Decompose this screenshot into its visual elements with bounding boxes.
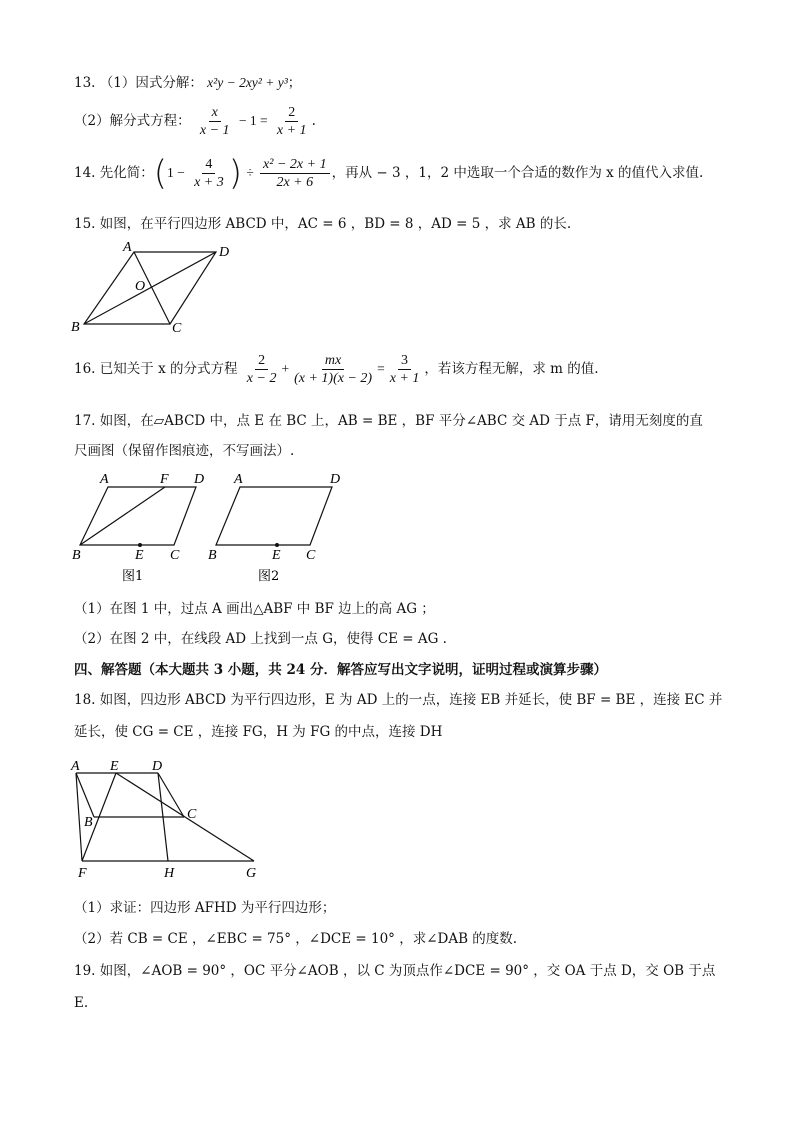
- fig2-caption: 图2: [258, 569, 280, 584]
- question-label: 先化简：: [99, 165, 154, 181]
- diagonal-bd: [84, 252, 216, 324]
- q15-figure: [66, 238, 246, 338]
- punct: .: [311, 113, 316, 129]
- q13-part2: [74, 104, 316, 139]
- numerator: x² − 2x + 1: [260, 156, 330, 174]
- label-b: B: [84, 815, 93, 830]
- label-e: E: [110, 759, 119, 774]
- numerator: 2: [285, 104, 298, 122]
- q18-part1: （1）求证：四边形 AFHD 为平行四边形；: [74, 900, 336, 916]
- q17-part1: （1）在图 1 中，过点 A 画出△ABF 中 BF 边上的高 AG ；: [74, 601, 435, 617]
- fig2-parallelogram: [216, 487, 332, 545]
- fraction: [191, 156, 227, 191]
- denominator: x − 2: [246, 371, 277, 386]
- denominator: x + 3: [194, 175, 224, 190]
- fig1-caption: 图1: [122, 569, 144, 584]
- label-b: B: [71, 320, 80, 335]
- denominator: 2x + 6: [276, 175, 314, 190]
- q19-line2: E.: [74, 995, 89, 1011]
- fraction: [197, 104, 233, 139]
- fig2-label-b: B: [208, 548, 217, 563]
- q17-line2: 尺画图（保留作图痕迹，不写画法）.: [74, 443, 295, 459]
- question-number: 13.: [74, 75, 96, 91]
- label-d: D: [219, 245, 230, 260]
- q18-part2: （2）若 CB = CE ，∠EBC = 75° ，∠DCE = 10° ，求∠DAB 的度数.: [74, 931, 518, 947]
- part-label: （1）因式分解：: [99, 75, 203, 91]
- fraction: [260, 156, 330, 191]
- math-expression: x²y − 2xy² + y³: [207, 75, 288, 90]
- fraction: [274, 104, 310, 139]
- fig2-label-a: A: [234, 472, 243, 487]
- question-number: 14.: [74, 165, 96, 181]
- label-c: C: [187, 807, 197, 822]
- denominator: x − 1: [199, 123, 230, 138]
- fig2-label-d: D: [330, 472, 341, 487]
- question-text: ，再从 − 3 ，1，2 中选取一个合适的数作为 x 的值代入求值.: [331, 165, 704, 181]
- fig2-label-e: E: [272, 548, 281, 563]
- q18-line1: 18. 如图，四边形 ABCD 为平行四边形，E 为 AD 上的一点，连接 EB 并延长，使 BF = BE ，连接 EC 并: [74, 692, 723, 708]
- q19-line1: 19. 如图，∠AOB = 90° ，OC 平分∠AOB ，以 C 为顶点作∠DCE = 90° ，交 OA 于点 D，交 OB 于点: [74, 963, 716, 979]
- punct: ；: [287, 75, 302, 91]
- q17-figures: [66, 468, 366, 586]
- fig1-label-b: B: [72, 548, 81, 563]
- numerator: 4: [202, 156, 215, 174]
- fraction: [387, 352, 423, 387]
- question-label: 已知关于 x 的分式方程: [99, 361, 238, 377]
- left-paren: (: [153, 153, 168, 194]
- fig1-segment-bf: [80, 487, 165, 545]
- denominator: (x + 1)(x − 2): [294, 371, 373, 386]
- label-a: A: [71, 759, 80, 774]
- label-a: A: [123, 240, 132, 255]
- fraction: [244, 352, 280, 387]
- numerator: 3: [398, 352, 411, 370]
- part-label: （2）解分式方程：: [74, 113, 191, 129]
- section-heading: 四、解答题（本大题共 3 小题，共 24 分．解答应写出文字说明，证明过程或演算步骤）: [74, 662, 607, 678]
- fig2-point-e: [275, 543, 279, 547]
- label-g: G: [246, 866, 257, 881]
- fig1-parallelogram: [80, 487, 196, 545]
- fig1-label-c: C: [170, 548, 180, 563]
- label-f: F: [78, 866, 87, 881]
- q18-line2: 延长，使 CG = CE ，连接 FG，H 为 FG 的中点，连接 DH: [74, 724, 443, 740]
- fig1-label-a: A: [100, 472, 109, 487]
- operator: +: [281, 361, 290, 376]
- q14: [74, 153, 704, 194]
- q16: [74, 352, 599, 387]
- label-o: O: [135, 279, 146, 294]
- math-text: 1 −: [167, 165, 185, 180]
- fig1-point-e: [138, 543, 142, 547]
- right-paren: ): [228, 153, 243, 194]
- label-d: D: [152, 759, 163, 774]
- question-number: 16.: [74, 361, 96, 377]
- fig2-label-c: C: [306, 548, 316, 563]
- denominator: x + 1: [389, 371, 420, 386]
- numerator: x: [209, 104, 221, 122]
- numerator: 2: [255, 352, 268, 370]
- q15-text: 15. 如图，在平行四边形 ABCD 中，AC = 6 ，BD = 8 ，AD = 5 ，求 AB 的长.: [74, 216, 572, 232]
- operator: − 1 =: [238, 113, 268, 128]
- q13-part1: [74, 74, 301, 92]
- q17-line1: 17. 如图，在▱ABCD 中，点 E 在 BC 上，AB = BE ，BF 平分∠ABC 交 AD 于点 F，请用无刻度的直: [74, 413, 703, 429]
- fig1-label-d: D: [194, 472, 205, 487]
- numerator: mx: [322, 352, 344, 370]
- question-text: ，若该方程无解，求 m 的值.: [424, 361, 599, 377]
- q17-part2: （2）在图 2 中，在线段 AD 上找到一点 G，使得 CE = AG .: [74, 631, 447, 647]
- operator: ÷: [246, 165, 254, 180]
- q18-figure: [66, 755, 276, 885]
- label-c: C: [172, 321, 182, 336]
- operator: =: [377, 361, 385, 376]
- fraction: [291, 352, 375, 387]
- fig1-label-e: E: [135, 548, 144, 563]
- label-h: H: [164, 866, 175, 881]
- denominator: x + 1: [276, 123, 307, 138]
- fig1-label-f: F: [160, 472, 169, 487]
